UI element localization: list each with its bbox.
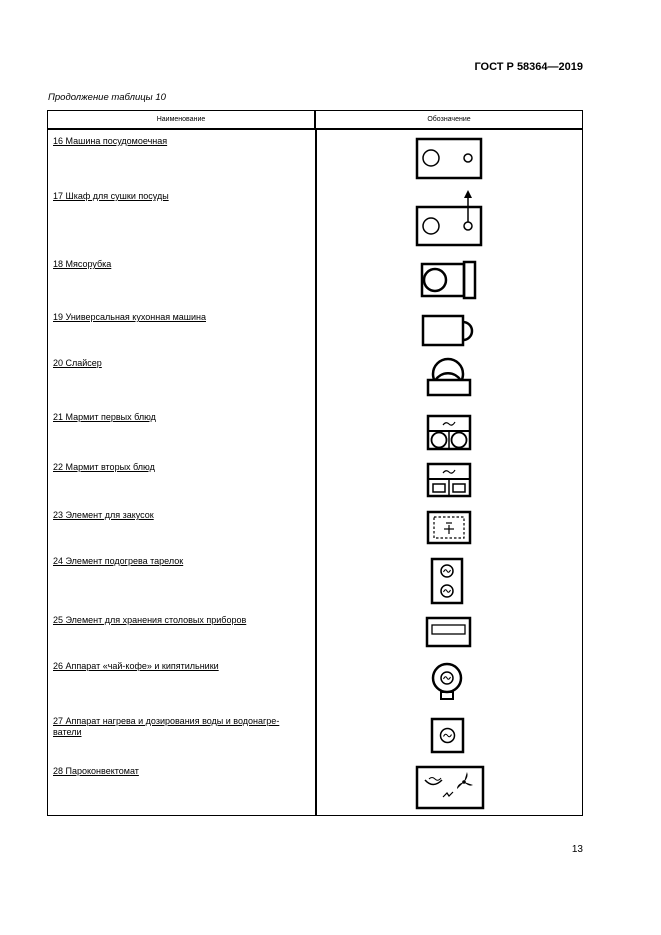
column-header-symbol: Обозначение [316, 111, 582, 130]
column-divider [315, 130, 317, 815]
column-header-name: Наименование [48, 111, 316, 130]
row-name-19: 19 Универсальная кухонная машина [53, 312, 206, 322]
bain-marie-first-course-symbol [424, 412, 476, 452]
row-name-27: 27 Аппарат нагрева и дозирования воды и водонагре- ватели [53, 716, 280, 737]
row-name-24: 24 Элемент подогрева тарелок [53, 556, 184, 566]
table-caption: Продолжение таблицы 10 [48, 92, 166, 103]
universal-kitchen-machine-symbol [418, 312, 480, 350]
water-heater-dispenser-symbol [428, 715, 468, 757]
slicer-symbol [424, 354, 474, 400]
row-name-26: 26 Аппарат «чай-кофе» и кипятильники [53, 661, 219, 671]
bain-marie-second-course-symbol [424, 460, 476, 500]
row-name-22: 22 Мармит вторых блюд [53, 462, 155, 472]
dishwasher-symbol [410, 133, 490, 183]
symbols-table [47, 110, 583, 816]
cutlery-storage-symbol [423, 614, 475, 650]
snack-element-symbol [424, 508, 476, 548]
page-number: 13 [571, 844, 583, 855]
row-name-28: 28 Пароконвектомат [53, 766, 139, 776]
row-name-21: 21 Мармит первых блюд [53, 412, 156, 422]
meat-grinder-symbol [418, 259, 480, 303]
row-name-25: 25 Элемент для хранения столовых приборов [53, 615, 247, 625]
tea-coffee-machine-symbol [428, 658, 468, 704]
row-name-23: 23 Элемент для закусок [53, 510, 154, 520]
dish-drying-cabinet-symbol [410, 188, 490, 250]
row-name-16: 16 Машина посудомоечная [53, 136, 168, 146]
row-name-20: 20 Слайсер [53, 358, 102, 368]
row-name-17: 17 Шкаф для сушки посуды [53, 191, 169, 201]
combi-steamer-symbol [412, 763, 488, 811]
standard-number: ГОСТ Р 58364—2019 [474, 61, 583, 73]
row-name-18: 18 Мясорубка [53, 259, 112, 269]
plate-warmer-symbol [428, 555, 468, 607]
